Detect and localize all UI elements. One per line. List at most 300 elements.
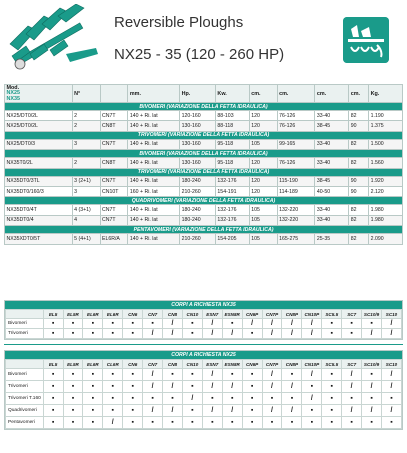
table-row (5, 215, 403, 225)
availability-mark: / (202, 319, 222, 329)
availability-mark: / (202, 381, 222, 393)
table-cell: 120-160 (180, 111, 216, 121)
availability-mark: / (342, 381, 362, 393)
availability-mark: / (103, 417, 123, 429)
options-column-header: ESN7 (202, 360, 222, 369)
availability-mark: / (163, 405, 183, 417)
table-cell: 82 (349, 234, 369, 244)
spec-section-title: TRIVOMERI (VARIAZIONE DELLA FETTA IDRAULICA) (5, 131, 403, 139)
availability-mark: ▪ (43, 381, 63, 393)
table-cell: NX35DT0/160/3 (5, 186, 73, 196)
availability-mark: / (163, 381, 183, 393)
table-cell: 40-50 (315, 186, 349, 196)
availability-mark: ▪ (322, 405, 342, 417)
availability-mark: ▪ (362, 417, 382, 429)
table-cell: NX25/DT0/2L (5, 121, 73, 131)
options-column-header: EL6R (103, 310, 123, 319)
availability-mark: ▪ (83, 329, 103, 339)
availability-mark: ▪ (382, 393, 402, 405)
table-cell: 33-40 (315, 215, 349, 225)
spec-section-header (5, 197, 403, 205)
availability-mark: / (302, 369, 322, 381)
options-column-header: CN8 (163, 360, 183, 369)
options-column-header: EL6R (83, 310, 103, 319)
options-row-label: Pentavomeri (6, 417, 44, 429)
availability-mark: ▪ (322, 417, 342, 429)
options-row (6, 369, 402, 381)
options-row-label: Trivomeri T.160 (6, 393, 44, 405)
table-cell: 140 + Ri. lat (128, 205, 180, 215)
availability-mark: / (382, 369, 402, 381)
availability-mark: / (282, 329, 302, 339)
table-cell: 76-126 (277, 111, 315, 121)
options-nx25-table (5, 359, 402, 429)
availability-mark: ▪ (123, 329, 143, 339)
table-cell: 82 (349, 215, 369, 225)
options-column-header: CN7 (143, 360, 163, 369)
availability-mark: ▪ (262, 417, 282, 429)
table-cell: EL6R/A (100, 234, 128, 244)
availability-mark: ▪ (342, 417, 362, 429)
availability-mark: ▪ (63, 319, 83, 329)
availability-mark: ▪ (83, 417, 103, 429)
availability-mark: ▪ (222, 319, 242, 329)
spec-column-header: cm. (349, 85, 369, 103)
availability-mark: ▪ (242, 405, 262, 417)
table-cell: CN7T (100, 139, 128, 149)
table-cell: CN10T (100, 186, 128, 196)
options-row-label: Bivomeri (6, 369, 44, 381)
spec-column-header: cm. (277, 85, 315, 103)
availability-mark: / (382, 405, 402, 417)
availability-mark: ▪ (242, 393, 262, 405)
table-cell: 82 (349, 139, 369, 149)
section-divider (4, 344, 403, 345)
options-column-header: EL5R (63, 360, 83, 369)
availability-mark: / (302, 329, 322, 339)
table-cell: 2.120 (369, 186, 403, 196)
spec-section-header (5, 150, 403, 158)
options-corner-cell (6, 360, 44, 369)
plough-logo-icon (343, 17, 389, 63)
options-column-header: CN10P (302, 360, 322, 369)
availability-mark: ▪ (63, 417, 83, 429)
availability-mark: ▪ (282, 393, 302, 405)
options-row (6, 405, 402, 417)
availability-mark: ▪ (262, 393, 282, 405)
table-cell: 132-220 (277, 205, 315, 215)
table-cell: 4 (72, 215, 100, 225)
availability-mark: ▪ (302, 381, 322, 393)
table-cell: 120 (249, 158, 277, 168)
availability-mark: / (282, 405, 302, 417)
options-row-label: Trivomeri (6, 381, 44, 393)
availability-mark: / (143, 381, 163, 393)
availability-mark: / (342, 405, 362, 417)
table-cell: 120 (249, 121, 277, 131)
options-column-header: SC10/9 (362, 360, 382, 369)
table-cell: 33-40 (315, 205, 349, 215)
options-column-header: CN10 (182, 360, 202, 369)
table-row (5, 158, 403, 168)
options-column-header: EL5R (63, 310, 83, 319)
table-cell: CN7T (100, 176, 128, 186)
availability-mark: / (242, 319, 262, 329)
availability-mark: ▪ (362, 393, 382, 405)
table-cell: 105 (249, 234, 277, 244)
table-cell: 140 + Ri. lat (128, 139, 180, 149)
page-header (0, 0, 407, 80)
table-cell: CN7T (100, 205, 128, 215)
availability-mark: ▪ (322, 329, 342, 339)
spec-section-header (5, 226, 403, 234)
availability-mark: ▪ (123, 369, 143, 381)
availability-mark: ▪ (182, 417, 202, 429)
plough-image-icon (6, 4, 100, 72)
availability-mark: ▪ (242, 381, 262, 393)
table-cell: 82 (349, 205, 369, 215)
table-cell: NX25/DT0/2L (5, 111, 73, 121)
table-cell: 1.980 (369, 205, 403, 215)
availability-mark: ▪ (182, 369, 202, 381)
table-cell: 90 (349, 176, 369, 186)
table-row (5, 205, 403, 215)
spec-section-title: QUADRIVOMERI (VARIAZIONE DELLA FETTA IDRAULICA) (5, 197, 403, 205)
options-row-label: Trivomeri (6, 329, 44, 339)
availability-mark: ▪ (322, 319, 342, 329)
availability-mark: / (302, 393, 322, 405)
spec-section-title: PENTAVOMERI (VARIAZIONE DELLA FETTA IDRAULICA) (5, 226, 403, 234)
availability-mark: / (362, 381, 382, 393)
availability-mark: / (222, 381, 242, 393)
table-cell: 1.375 (369, 121, 403, 131)
options-column-header: CN6 (123, 310, 143, 319)
availability-mark: ▪ (63, 329, 83, 339)
spec-section-header (5, 103, 403, 111)
availability-mark: ▪ (222, 417, 242, 429)
table-cell: CN7T (100, 111, 128, 121)
table-cell: 120 (249, 111, 277, 121)
table-cell: 88-103 (215, 111, 249, 121)
table-cell: 33-40 (315, 111, 349, 121)
table-cell: 3 (72, 186, 100, 196)
table-cell: CN8T (100, 158, 128, 168)
availability-mark: ▪ (242, 329, 262, 339)
table-cell: 1.190 (369, 111, 403, 121)
availability-mark: ▪ (123, 393, 143, 405)
options-row (6, 417, 402, 429)
options-column-header: SC5.5 (322, 360, 342, 369)
spec-column-header (5, 85, 73, 103)
options-column-header: CN8 (163, 310, 183, 319)
availability-mark: ▪ (182, 319, 202, 329)
table-cell: 165-275 (277, 234, 315, 244)
table-cell: 95-118 (215, 139, 249, 149)
options-column-header: CN7P (262, 310, 282, 319)
table-row (5, 139, 403, 149)
table-row (5, 176, 403, 186)
availability-mark: ▪ (83, 393, 103, 405)
table-cell: 140 + Ri. lat (128, 176, 180, 186)
options-nx35-title: CORPI A RICHIESTA NX35 (5, 301, 402, 309)
table-cell: 99-165 (277, 139, 315, 149)
availability-mark: / (282, 381, 302, 393)
availability-mark: ▪ (182, 329, 202, 339)
availability-mark: / (362, 329, 382, 339)
availability-mark: ▪ (43, 393, 63, 405)
options-column-header: SC10 (382, 310, 402, 319)
table-cell: 140 + Ri. lat (128, 111, 180, 121)
availability-mark: ▪ (163, 393, 183, 405)
table-cell: 132-176 (215, 176, 249, 186)
table-cell: NX25/DT0/3 (5, 139, 73, 149)
availability-mark: ▪ (43, 329, 63, 339)
table-cell: 130-160 (180, 139, 216, 149)
table-cell: CN7T (100, 215, 128, 225)
availability-mark: ▪ (123, 417, 143, 429)
availability-mark: ▪ (123, 405, 143, 417)
availability-mark: ▪ (182, 381, 202, 393)
table-cell: 180-240 (180, 205, 216, 215)
table-cell: 132-220 (277, 215, 315, 225)
table-cell: 130-160 (180, 158, 216, 168)
table-cell: NX35T0/2L (5, 158, 73, 168)
options-column-header: SC7 (342, 360, 362, 369)
availability-mark: / (362, 405, 382, 417)
table-cell: 95-118 (215, 158, 249, 168)
spec-column-header (100, 85, 128, 103)
options-column-header: SC10 (382, 360, 402, 369)
options-column-header: ESN8R (222, 360, 242, 369)
availability-mark: ▪ (322, 369, 342, 381)
options-header-row (6, 310, 402, 319)
table-cell: 33-40 (315, 158, 349, 168)
options-column-header: CN8P (282, 360, 302, 369)
options-header-row (6, 360, 402, 369)
table-cell: 38-45 (315, 176, 349, 186)
options-column-header: EL5 (43, 360, 63, 369)
options-column-header: CN7P (262, 360, 282, 369)
table-cell: 105 (249, 139, 277, 149)
availability-mark: / (262, 329, 282, 339)
options-column-header: EL6R (83, 360, 103, 369)
availability-mark: / (202, 329, 222, 339)
availability-mark: ▪ (242, 369, 262, 381)
availability-mark: ▪ (202, 393, 222, 405)
table-cell: 76-126 (277, 121, 315, 131)
spec-column-header: Hp. (180, 85, 216, 103)
spec-section-title: BIVOMERI (VARIAZIONE DELLA FETTA IDRAULICA) (5, 103, 403, 111)
availability-mark: / (262, 369, 282, 381)
availability-mark: ▪ (202, 417, 222, 429)
model-label: Mod. (6, 85, 20, 91)
options-column-header: SC10/9 (362, 310, 382, 319)
table-cell: 25-35 (315, 234, 349, 244)
table-cell: 1.980 (369, 215, 403, 225)
options-column-header: CN6P (242, 310, 262, 319)
model-sub-nx35: NX35 (6, 95, 20, 102)
availability-mark: ▪ (63, 405, 83, 417)
table-cell: 132-176 (215, 205, 249, 215)
table-cell: NX35XDT0/5T (5, 234, 73, 244)
table-cell: 132-176 (215, 215, 249, 225)
options-column-header: CN10 (182, 310, 202, 319)
availability-mark: ▪ (302, 405, 322, 417)
table-row (5, 186, 403, 196)
table-cell: 82 (349, 158, 369, 168)
availability-mark: ▪ (222, 369, 242, 381)
table-cell: 2 (72, 121, 100, 131)
options-column-header: CN8P (282, 310, 302, 319)
table-cell: 210-260 (180, 186, 216, 196)
table-cell: 120 (249, 176, 277, 186)
table-cell: 154-191 (215, 186, 249, 196)
table-cell: 114-189 (277, 186, 315, 196)
options-row-label: Bivomeri (6, 319, 44, 329)
availability-mark: / (382, 329, 402, 339)
availability-mark: ▪ (103, 369, 123, 381)
availability-mark: / (202, 405, 222, 417)
table-cell: 1.920 (369, 176, 403, 186)
availability-mark: ▪ (123, 381, 143, 393)
availability-mark: ▪ (222, 393, 242, 405)
spec-section-title: BIVOMERI (VARIAZIONE DELLA FETTA IDRAULICA) (5, 150, 403, 158)
table-cell: NX35DT0/4T (5, 205, 73, 215)
availability-mark: / (382, 319, 402, 329)
availability-mark: / (163, 319, 183, 329)
table-cell: 130-160 (180, 121, 216, 131)
availability-mark: / (143, 369, 163, 381)
availability-mark: ▪ (163, 417, 183, 429)
availability-mark: ▪ (83, 405, 103, 417)
availability-mark: ▪ (103, 393, 123, 405)
spec-section-header (5, 131, 403, 139)
availability-mark: ▪ (103, 329, 123, 339)
table-cell: 154-205 (215, 234, 249, 244)
availability-mark: ▪ (143, 319, 163, 329)
spec-column-header: mm. (128, 85, 180, 103)
options-column-header: CN10P (302, 310, 322, 319)
table-cell: NX35DT0/3TL (5, 176, 73, 186)
spec-table (4, 84, 403, 245)
options-column-header: SC5.5 (322, 310, 342, 319)
availability-mark: ▪ (143, 393, 163, 405)
availability-mark: ▪ (103, 381, 123, 393)
availability-mark: ▪ (83, 369, 103, 381)
options-column-header: CN6P (242, 360, 262, 369)
table-row (5, 121, 403, 131)
table-row (5, 111, 403, 121)
availability-mark: ▪ (362, 319, 382, 329)
table-cell: 160 + Ri. lat (128, 186, 180, 196)
availability-mark: / (143, 329, 163, 339)
options-column-header: CL6R (103, 360, 123, 369)
spec-column-header: Kw. (215, 85, 249, 103)
table-cell: 2 (72, 158, 100, 168)
table-cell: 90 (349, 186, 369, 196)
availability-mark: ▪ (143, 417, 163, 429)
options-column-header: CN7 (143, 310, 163, 319)
options-nx25-panel (4, 350, 403, 430)
table-cell: 140 + Ri. lat (128, 234, 180, 244)
table-cell: 180-240 (180, 215, 216, 225)
availability-mark: / (342, 369, 362, 381)
table-cell: 105 (249, 205, 277, 215)
availability-mark: ▪ (43, 319, 63, 329)
options-column-header: ESN8R (222, 310, 242, 319)
availability-mark: ▪ (63, 369, 83, 381)
options-nx25-title: CORPI A RICHIESTA NX25 (5, 351, 402, 359)
table-cell: 1.500 (369, 139, 403, 149)
availability-mark: ▪ (322, 393, 342, 405)
spec-column-header: cm. (249, 85, 277, 103)
availability-mark: ▪ (182, 405, 202, 417)
table-cell: 82 (349, 111, 369, 121)
options-row (6, 319, 402, 329)
availability-mark: ▪ (123, 319, 143, 329)
spec-column-header: Kg. (369, 85, 403, 103)
availability-mark: ▪ (362, 369, 382, 381)
options-corner-cell (6, 310, 44, 319)
availability-mark: / (222, 405, 242, 417)
availability-mark: / (182, 393, 202, 405)
page-subtitle: NX25 - 35 (120 - 260 HP) (114, 46, 285, 63)
table-cell: 140 + Ri. lat (128, 121, 180, 131)
availability-mark: ▪ (282, 417, 302, 429)
table-cell: 5 (4+1) (72, 234, 100, 244)
table-cell: 3 (2+1) (72, 176, 100, 186)
table-cell: 33-40 (315, 139, 349, 149)
availability-mark: ▪ (163, 369, 183, 381)
spec-header-row (5, 85, 403, 103)
table-cell: 140 + Ri. lat (128, 158, 180, 168)
table-cell: 38-45 (315, 121, 349, 131)
availability-mark: ▪ (322, 381, 342, 393)
availability-mark: / (282, 319, 302, 329)
availability-mark: / (222, 329, 242, 339)
availability-mark: / (143, 405, 163, 417)
options-column-header: ESN7 (202, 310, 222, 319)
options-nx35-table (5, 309, 402, 339)
spec-section-header (5, 168, 403, 176)
table-cell: 210-260 (180, 234, 216, 244)
table-cell: 3 (72, 139, 100, 149)
availability-mark: ▪ (342, 319, 362, 329)
table-cell: 120 (249, 186, 277, 196)
table-cell: 76-126 (277, 158, 315, 168)
table-cell: 140 + Ri. lat (128, 215, 180, 225)
availability-mark: / (302, 319, 322, 329)
table-cell: 115-190 (277, 176, 315, 186)
availability-mark: ▪ (382, 417, 402, 429)
availability-mark: ▪ (63, 381, 83, 393)
availability-mark: / (202, 369, 222, 381)
table-cell: 2.090 (369, 234, 403, 244)
availability-mark: / (262, 405, 282, 417)
availability-mark: ▪ (43, 405, 63, 417)
availability-mark: ▪ (43, 369, 63, 381)
availability-mark: ▪ (342, 393, 362, 405)
table-cell: 4 (3+1) (72, 205, 100, 215)
availability-mark: ▪ (282, 369, 302, 381)
availability-mark: ▪ (83, 381, 103, 393)
table-row (5, 234, 403, 244)
spec-column-header: N° (72, 85, 100, 103)
table-cell: 88-118 (215, 121, 249, 131)
options-column-header: EL5 (43, 310, 63, 319)
table-cell: NX35DT0/4 (5, 215, 73, 225)
options-column-header: CN6 (123, 360, 143, 369)
